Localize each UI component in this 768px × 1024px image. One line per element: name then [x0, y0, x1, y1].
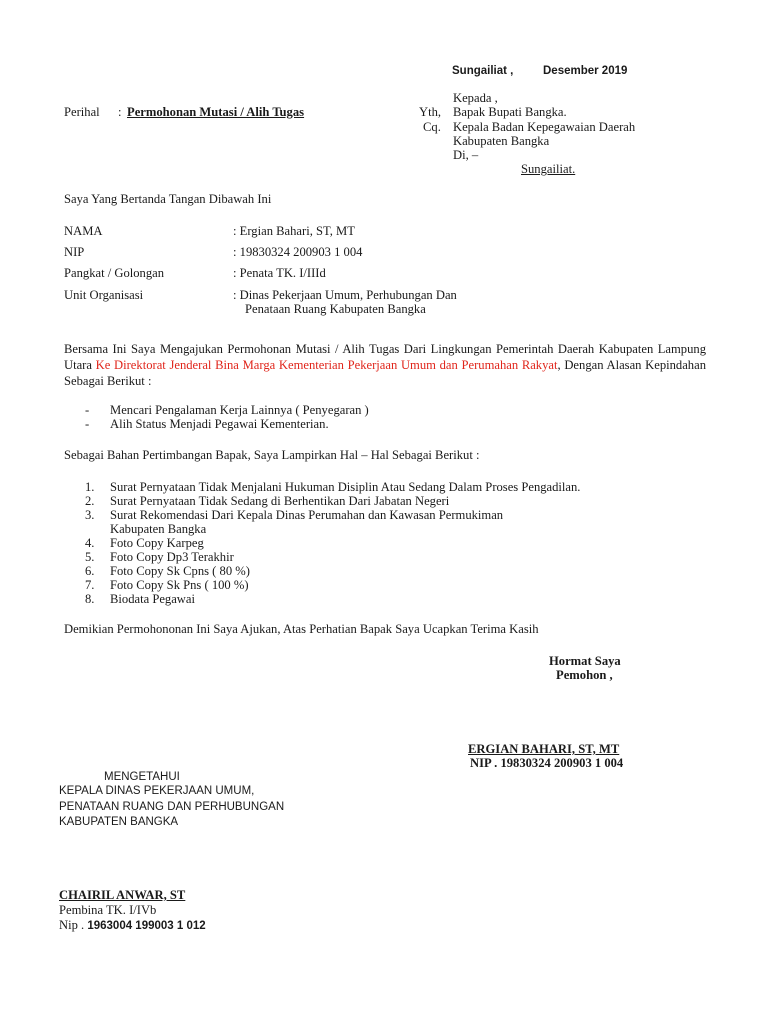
- attachment-item: [85, 508, 503, 522]
- ack-nip: [59, 918, 206, 933]
- identity-value: : Dinas Pekerjaan Umum, Perhubungan Dan: [233, 288, 457, 302]
- recipient-city: Sungailiat.: [521, 162, 576, 176]
- attachment-item: [85, 592, 195, 606]
- attachment-text: Surat Pernyataan Tidak Sedang di Berhentikan Dari Jabatan Negeri: [110, 494, 450, 508]
- list-marker: 7.: [85, 578, 95, 592]
- letter-place: Sungailiat ,: [452, 65, 514, 77]
- signature-hormat: Hormat Saya: [549, 654, 621, 668]
- recipient-yth-value: Bapak Bupati Bangka.: [453, 105, 567, 119]
- signature-nip: NIP . 19830324 200903 1 004: [470, 756, 624, 770]
- identity-label: NIP: [64, 245, 85, 259]
- ack-line3: KABUPATEN BANGKA: [59, 816, 179, 828]
- attachment-text: Foto Copy Dp3 Terakhir: [110, 550, 234, 564]
- recipient-yth-label: Yth,: [419, 105, 442, 119]
- list-marker: 2.: [85, 494, 95, 508]
- signature-name: ERGIAN BAHARI, ST, MT: [468, 742, 620, 756]
- identity-row-unit: [64, 288, 457, 302]
- identity-unit-line2: Penataan Ruang Kabupaten Bangka: [245, 302, 426, 316]
- list-marker: 5.: [85, 550, 95, 564]
- list-marker: -: [85, 403, 90, 417]
- ack-line2: PENATAAN RUANG DAN PERHUBUNGAN: [59, 801, 285, 813]
- identity-label: Unit Organisasi: [64, 288, 144, 302]
- recipient-cq-label: Cq.: [423, 120, 441, 134]
- reason-item: [85, 403, 369, 417]
- attachment-text: Surat Rekomendasi Dari Kepala Dinas Perumahan dan Kawasan Permukiman: [110, 508, 504, 522]
- attachment-text: Foto Copy Sk Cpns ( 80 %): [110, 564, 250, 578]
- identity-row-nama: [64, 224, 355, 238]
- list-marker: 1.: [85, 480, 95, 494]
- identity-row-nip: [64, 245, 362, 259]
- ack-nip-value: 1963004 199003 1 012: [87, 920, 206, 932]
- letter-date: Desember 2019: [543, 65, 628, 77]
- subject-value: Permohonan Mutasi / Alih Tugas: [127, 105, 305, 119]
- attachment-item: [85, 480, 580, 494]
- attachment-text: Surat Pernyataan Tidak Menjalani Hukuman Disiplin Atau Sedang Dalam Proses Pengadilan.: [110, 480, 581, 494]
- identity-label: NAMA: [64, 224, 103, 238]
- subject-label: Perihal: [64, 105, 100, 119]
- identity-value: : 19830324 200903 1 004: [233, 245, 363, 259]
- ack-rank: Pembina TK. I/IVb: [59, 903, 157, 917]
- reason-text: Mencari Pengalaman Kerja Lainnya ( Penyegaran ): [110, 403, 369, 417]
- attachment-item: [85, 564, 250, 578]
- body-paragraph-1: [64, 341, 706, 389]
- reason-item: [85, 417, 329, 431]
- closing-text: Demikian Permohononan Ini Saya Ajukan, Atas Perhatian Bapak Saya Ucapkan Terima Kasih: [64, 622, 539, 636]
- list-marker: 4.: [85, 536, 95, 550]
- identity-label: Pangkat / Golongan: [64, 266, 165, 280]
- recipient-kepada: Kepada ,: [453, 91, 498, 105]
- subject-colon: :: [118, 105, 122, 119]
- attachment-item: [85, 536, 204, 550]
- attachment-item: [85, 550, 234, 564]
- body-paragraph-2: Sebagai Bahan Pertimbangan Bapak, Saya Lampirkan Hal – Hal Sebagai Berikut :: [64, 448, 480, 462]
- recipient-di: Di, –: [453, 148, 479, 162]
- ack-mengetahui: MENGETAHUI: [104, 771, 180, 783]
- identity-row-pangkat: [64, 266, 326, 280]
- list-marker: -: [85, 417, 90, 431]
- identity-value: : Ergian Bahari, ST, MT: [233, 224, 355, 238]
- list-marker: 3.: [85, 508, 95, 522]
- attachment-item: [85, 494, 449, 508]
- attachment-item: [85, 578, 249, 592]
- recipient-cq-line2: Kabupaten Bangka: [453, 134, 550, 148]
- body-paragraph-1-highlight: Ke Direktorat Jenderal Bina Marga Kementerian Pekerjaan Umum dan Perumahan Rakyat: [95, 358, 558, 372]
- list-marker: 8.: [85, 592, 95, 606]
- attachment-text: Biodata Pegawai: [110, 592, 195, 606]
- attachment-text-line2: Kabupaten Bangka: [110, 522, 207, 536]
- recipient-cq-line1: Kepala Badan Kepegawaian Daerah: [453, 120, 636, 134]
- body-paragraph-1-text: Bersama Ini Saya Mengajukan Permohonan Mutasi / Alih Tugas Dari Lingkungan Pemerintah Daerah Kabupaten Lampung Utara: [64, 342, 706, 372]
- ack-nip-label: Nip .: [59, 918, 88, 932]
- ack-line1: KEPALA DINAS PEKERJAAN UMUM,: [59, 785, 255, 797]
- ack-name: CHAIRIL ANWAR, ST: [59, 888, 186, 902]
- signature-pemohon: Pemohon ,: [556, 668, 613, 682]
- list-marker: 6.: [85, 564, 95, 578]
- reason-text: Alih Status Menjadi Pegawai Kementerian.: [110, 417, 329, 431]
- body-paragraph-1-tail: , Dengan Alasan Kepindahan Sebagai Berikut :: [64, 358, 706, 388]
- attachment-text: Foto Copy Sk Pns ( 100 %): [110, 578, 249, 592]
- attachment-text: Foto Copy Karpeg: [110, 536, 204, 550]
- intro-text: Saya Yang Bertanda Tangan Dibawah Ini: [64, 192, 272, 206]
- identity-value: : Penata TK. I/IIId: [233, 266, 326, 280]
